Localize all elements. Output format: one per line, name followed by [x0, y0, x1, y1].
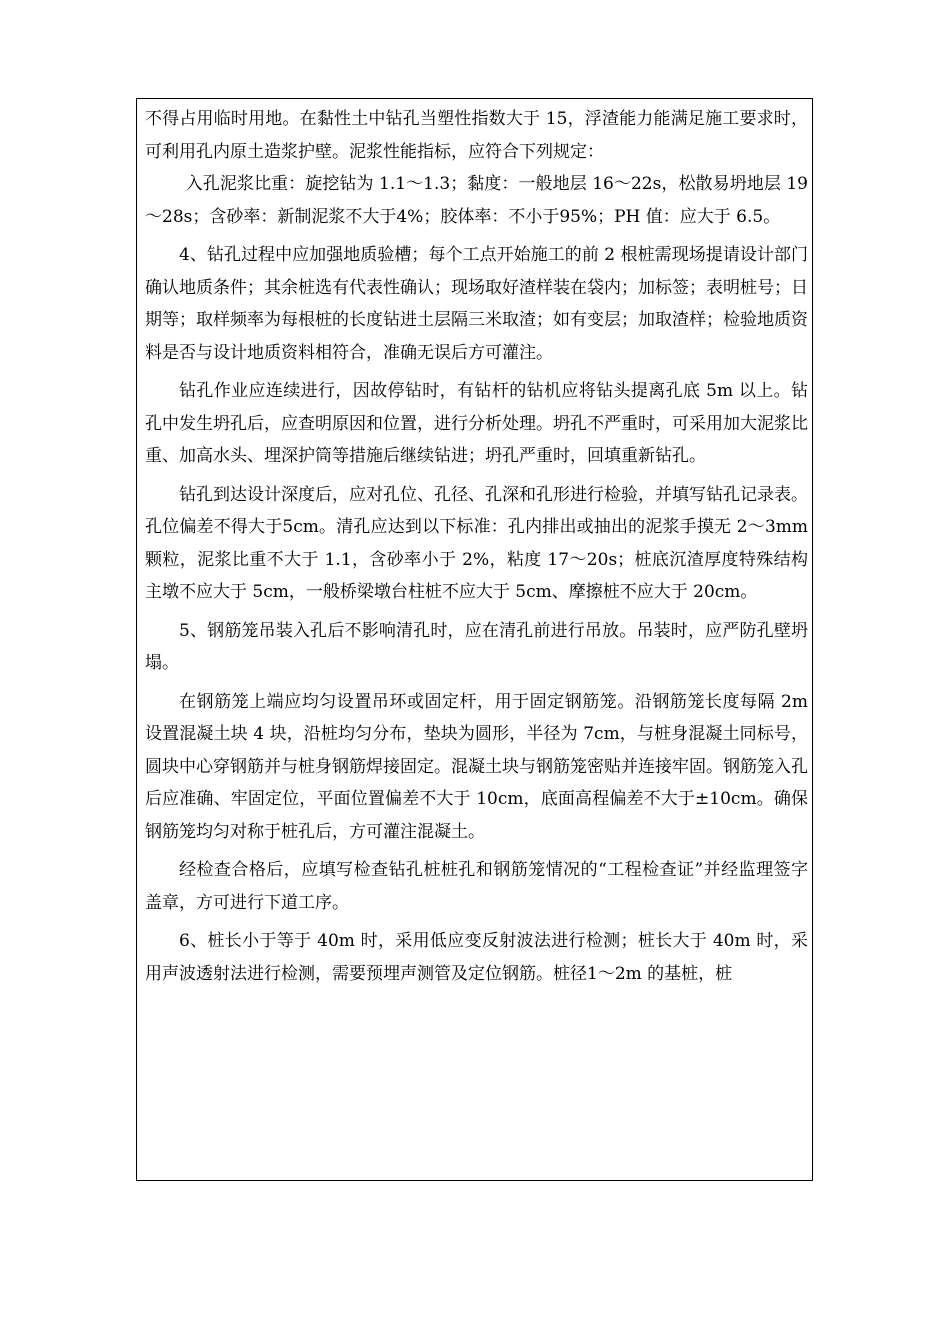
paragraph-mud-indices: 入孔泥浆比重：旋挖钻为 1.1～1.3；黏度：一般地层 16～22s，松散易坍地层 19～28s；含砂率：新制泥浆不大于4%；胶体率：不小于95%；PH 值：应大于 6.5。	[145, 174, 808, 227]
paragraph-geology-check: 4、钻孔过程中应加强地质验槽；每个工点开始施工的前 2 根桩需现场提请设计部门确认地质条件；其余桩选有代表性确认；现场取好渣样装在袋内；加标签；表明桩号；日期等；取样频率为每根桩的长度钻进土层隔三米取渣；如有变层；加取渣样；检验地质资料是否与设计地质资料相符合，准确无误后方可灌注。	[145, 245, 808, 363]
paragraph-hole-inspection: 钻孔到达设计深度后，应对孔位、孔径、孔深和孔形进行检验，并填写钻孔记录表。孔位偏差不得大于5cm。清孔应达到以下标准：孔内排出或抽出的泥浆手摸无 2～3mm 颗粒，泥浆比重不大于 1.1，含砂率小于 2%，粘度 17～20s；桩底沉渣厚度特殊结构主墩不应大于 5cm，一般桥梁墩台柱桩不应大于 5cm、摩擦桩不应大于 20cm。	[145, 484, 808, 602]
paragraph-inspection-certificate: 经检查合格后，应填写检查钻孔桩桩孔和钢筋笼情况的“工程检查证”并经监理签字盖章，方可进行下道工序。	[145, 860, 808, 913]
document-frame	[136, 98, 813, 1181]
paragraph-mud-requirements: 不得占用临时用地。在黏性土中钻孔当塑性指数大于 15，浮渣能力能满足施工要求时，可利用孔内原土造浆护壁。泥浆性能指标，应符合下列规定：	[145, 109, 808, 162]
paragraph-cage-fixing: 在钢筋笼上端应均匀设置吊环或固定杆，用于固定钢筋笼。沿钢筋笼长度每隔 2m 设置混凝土块 4 块，沿桩均匀分布，垫块为圆形，半径为 7cm，与桩身混凝土同标号，圆块中心穿钢筋并与桩身钢筋焊接固定。混凝土块与钢筋笼密贴并连接牢固。钢筋笼入孔后应准确、牢固定位，平面位置偏差不大于 10cm，底面高程偏差不大于±10cm。确保钢筋笼均匀对称于桩孔后，方可灌注混凝土。	[145, 691, 808, 842]
paragraph-cage-hoisting: 5、钢筋笼吊装入孔后不影响清孔时，应在清孔前进行吊放。吊装时，应严防孔壁坍塌。	[145, 620, 808, 673]
paragraph-pile-testing: 6、桩长小于等于 40m 时，采用低应变反射波法进行检测；桩长大于 40m 时，采用声波透射法进行检测，需要预埋声测管及定位钢筋。桩径1～2m 的基桩，桩	[145, 931, 808, 984]
paragraph-continuous-drilling: 钻孔作业应连续进行，因故停钻时，有钻杆的钻机应将钻头提离孔底 5m 以上。钻孔中发生坍孔后，应查明原因和位置，进行分析处理。坍孔不严重时，可采用加大泥浆比重、加高水头、埋深护筒等措施后继续钻进；坍孔严重时，回填重新钻孔。	[145, 381, 808, 466]
document-body	[137, 99, 812, 990]
